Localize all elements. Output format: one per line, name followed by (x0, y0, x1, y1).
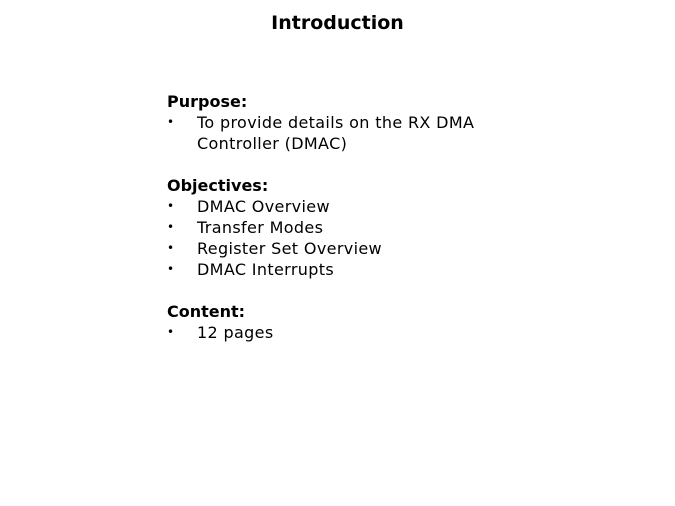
bullet-icon: • (167, 199, 175, 213)
objective-item-text: Register Set Overview (197, 239, 382, 258)
purpose-item-text: To provide details on the RX DMA Controller (DMAC) (197, 113, 475, 153)
bullet-icon: • (167, 325, 175, 339)
purpose-list (167, 112, 527, 154)
list-item (167, 322, 527, 343)
content-list (167, 322, 527, 343)
slide-title: Introduction (271, 12, 404, 34)
slide-content (167, 91, 527, 364)
list-item (167, 259, 527, 280)
objectives-list (167, 196, 527, 280)
objectives-section (167, 175, 527, 280)
bullet-icon: • (167, 262, 175, 276)
purpose-heading: Purpose: (167, 92, 248, 111)
list-item (167, 196, 527, 217)
objective-item-text: Transfer Modes (197, 218, 324, 237)
objectives-heading: Objectives: (167, 176, 269, 195)
bullet-icon: • (167, 220, 175, 234)
list-item (167, 238, 527, 259)
content-heading: Content: (167, 302, 246, 321)
content-item-text: 12 pages (197, 323, 274, 342)
list-item (167, 112, 527, 154)
objective-item-text: DMAC Interrupts (197, 260, 335, 279)
bullet-icon: • (167, 241, 175, 255)
bullet-icon: • (167, 115, 175, 129)
objective-item-text: DMAC Overview (197, 197, 330, 216)
content-section (167, 301, 527, 343)
list-item (167, 217, 527, 238)
purpose-section (167, 91, 527, 154)
